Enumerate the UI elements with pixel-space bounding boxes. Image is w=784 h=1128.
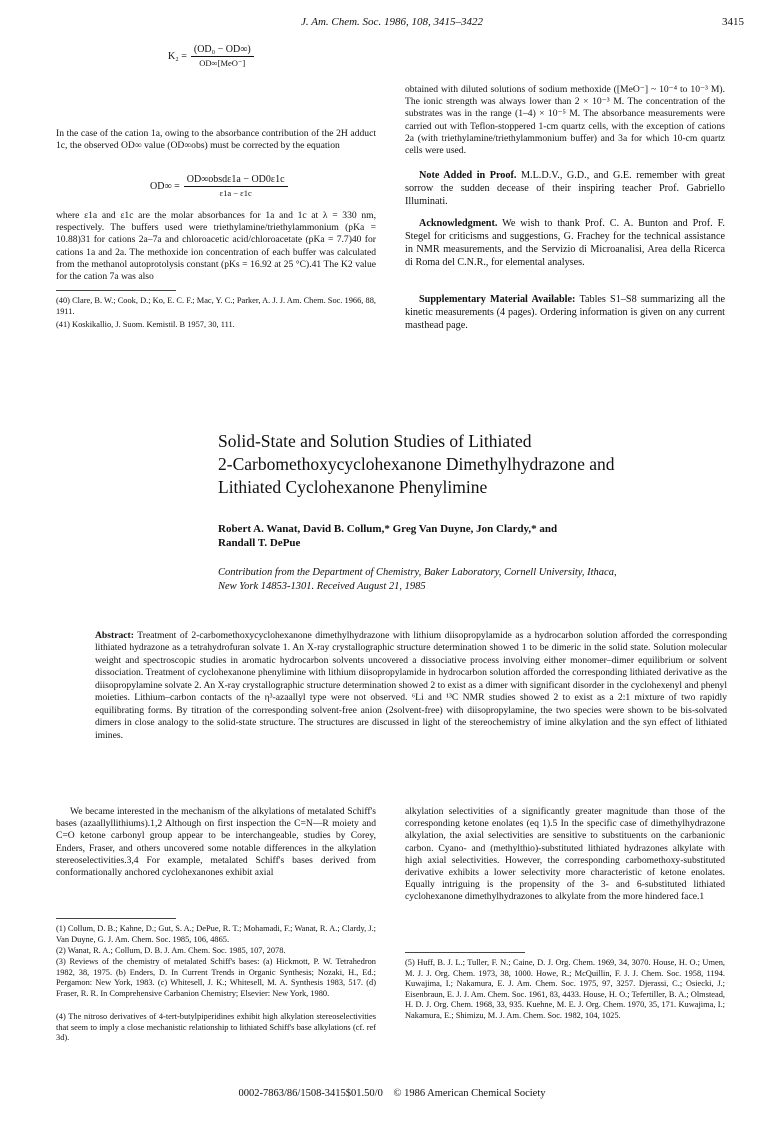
footnote-41: (41) Koskikallio, J. Suom. Kemistil. B 1957, 30, 111. <box>56 320 235 329</box>
equation-od-denominator: ε1a − ε1c <box>219 188 252 198</box>
abstract <box>95 630 727 742</box>
footnote-2: (2) Wanat, R. A.; Collum, D. B. J. Am. Chem. Soc. 1985, 107, 2078. <box>56 946 286 955</box>
article-title-line-2: 2-Carbomethoxycyclohexanone Dimethylhydrazone and <box>218 454 615 475</box>
abstract-text: Treatment of 2-carbomethoxycyclohexanone dimethylhydrazone with lithium diisopropylamide as a hydrocarbon solution afforded the corresponding lithiated hydrazone as a tetrahydrofuran solvate 1. An X-ray crystallographic structure determination showed 1 to be dimeric in the solid state. Solution molecular weight and spectroscopic studies in aromatic hydrocarbon solvents uncovered a dissociative process involving either monomer–dimer equilibrium or solvent dissociation. Treatment of cyclohexanone phenylimine with lithium diisopropylamide in hydrocarbon solution afforded the corresponding lithiated derivative as the diisopropylamine solvate 2. An X-ray crystallographic structure determination showed 2 to exist as a dimer with significant disorder in the cyclohexenyl and phenyl moieties. Lithium–carbon contacts of the η³-azaallyl type were not observed. ⁶Li and ¹³C NMR studies showed 2 to exist as a 2:1 mixture of two rapidly equilibrating forms. By titration of the corresponding solvent-free anion (2solvent-free) with diisopropylamine, the two species were shown to be bis-solvated dimers in close analogy to the solid-state structure. The structures are discussed in light of the stereochemistry of imine alkylation and the syn effect of lithiated imines. <box>95 630 727 741</box>
left-top-paragraph-1: In the case of the cation 1a, owing to the absorbance contribution of the 2H adduct 1c, the observed OD∞ value (OD∞obs) must be corrected by the equation <box>56 128 376 152</box>
footnote-rule-top-left <box>56 290 176 291</box>
footnote-40: (40) Clare, B. W.; Cook, D.; Ko, E. C. F.; Mac, Y. C.; Parker, A. J. J. Am. Chem. Soc. 1966, 88, 1911. <box>56 296 376 316</box>
equation-k2-numerator: (OD₀ − OD∞) <box>191 44 254 57</box>
left-top-paragraph-2: where ε1a and ε1c are the molar absorbances for 1a and 1c at λ = 330 nm, respectively. The buffers used were triethylamine/triethylammonium (pKa = 10.88)31 for cations 2a–7a and chloroacetic acid/chloroacetate (pKa = 7.7)40 for cations 1a and 2a. The methoxide ion concentration of each buffer was calculated from the methanol autoprotolysis constant (pKs = 16.92 at 25 °C).41 The K2 value for the cation 7a was also <box>56 210 376 282</box>
supplementary-label: Supplementary Material Available: <box>419 294 576 305</box>
page-footer <box>0 1088 784 1099</box>
acknowledgment <box>405 218 725 270</box>
abstract-label: Abstract: <box>95 630 134 641</box>
equation-od-fraction <box>184 174 288 198</box>
article-title-line-3: Lithiated Cyclohexanone Phenylimine <box>218 477 488 498</box>
body-left-paragraph: We became interested in the mechanism of the alkylations of metalated Schiff's bases (azaallyllithiums).1,2 Although on first inspection the C=N—R moiety and C=O ketone carbonyl group appear to be interchangeable, studies by Corey, Enders, Fraser, and others uncovered some notable differences in the alkylation stereoselectivities.3,4 For example, metalated Schiff's bases derived from conformationally anchored cyclohexanones exhibit axial <box>56 806 376 878</box>
equation-od-lhs: OD∞ = <box>150 180 180 192</box>
equation-k2-denominator: OD∞[MeO⁻] <box>199 58 246 68</box>
running-header: J. Am. Chem. Soc. 1986, 108, 3415–3422 <box>301 16 483 28</box>
footnote-4: (4) The nitroso derivatives of 4-tert-butylpiperidines exhibit high alkylation stereoselectivities that seem to imply a close mechanistic relationship to lithiated Schiff's base alkylations (cf. ref 3d). <box>56 1012 376 1042</box>
equation-k2-lhs: K₂ = <box>168 51 187 62</box>
right-top-paragraph-1: obtained with diluted solutions of sodium methoxide ([MeO⁻] ~ 10⁻⁴ to 10⁻³ M). The ionic strength was always lower than 2 × 10⁻³ M. The concentration of the substrates was in the range (1–4) × 10⁻⁵ M. The absorbance measurements were carried out with Teflon-stoppered 1-cm quartz cells, with the exception of cations 2a (with triethylamine/triethylammonium buffer) and 3a for which 10-cm quartz cells were used. <box>405 84 725 156</box>
contribution-affiliation <box>218 566 758 593</box>
authors-line-1: Robert A. Wanat, David B. Collum,* Greg Van Duyne, Jon Clardy,* and <box>218 523 558 535</box>
note-text: M.L.D.V., G.D., and G.E. remember with great sorrow the sudden decease of their inspiring teacher Prof. Gabriello Illuminati. <box>405 170 726 207</box>
equation-k2-fraction <box>191 44 254 69</box>
equation-od-correction <box>150 174 288 198</box>
article-authors <box>218 522 738 551</box>
page-number: 3415 <box>722 16 744 28</box>
footnote-rule-bottom-left <box>56 918 176 919</box>
footnote-3: (3) Reviews of the chemistry of metalated Schiff's bases: (a) Hickmott, P. W. Tetrahedron 1982, 38, 1975. (b) Enders, D. In Current Trends in Organic Synthesis; Nozaki, H., Ed.; Pergamon: New York, 1983. (c) Whitesell, J. K.; Whitesell, M. A. Synthesis 1983, 517. (d) Fraser, R. R. In Comprehensive Carbanion Chemistry; Elsevier: New York, 1980. <box>56 957 376 998</box>
note-label: Note Added in Proof. <box>419 170 517 181</box>
acknowledgment-label: Acknowledgment. <box>419 218 498 229</box>
acknowledgment-text: We wish to thank Prof. C. A. Bunton and Prof. F. Stegel for criticisms and suggestions, G. Frachey for the technical assistance in NMR measurements, and the Servizio di Microanalisi, Area della Ricerca di Roma del C.N.R., for elemental analyses. <box>405 218 725 268</box>
equation-od-numerator: OD∞obsdε1a − OD0ε1c <box>184 174 288 187</box>
footnote-rule-bottom-right <box>405 952 525 953</box>
note-added-in-proof <box>405 170 725 209</box>
body-right-paragraph: alkylation selectivities of a significantly greater magnitude than those of the corresponding ketone enolates (eq 1).5 In the specific case of dimethylhydrazone alkylation, the axial selectivities are sensitive to substituents on the carbanionic carbon. Cyano- and (methylthio)-substituted lithiated hydrazones alkylate with high axial selectivities. However, the corresponding carbomethoxy-substituted derivative exhibits a lower selectivity more characteristic of ketone enolates. Equally intriguing is the propensity of the 3- and 6-substituted lithiated cyclohexanone dimethylhydrazones to alkylate from the more hindered face.1 <box>405 806 725 903</box>
footnote-5: (5) Huff, B. J. L.; Tuller, F. N.; Caine, D. J. Org. Chem. 1969, 34, 3070. House, H. O.; Umen, M. J. J. Org. Chem. 1973, 38, 1000. Howe, R.; McQuillin, F. J. J. Chem. Soc. 1958, 1194. Kuwajima, I.; Nakamura, E. J. Am. Chem. Soc. 1975, 97, 3257. Djerassi, C.; Osiecki, J.; Eisenbraun, E. J. J. Am. Chem. Soc. 1961, 83, 4433. House, H. O.; Tefertiller, B. A.; Olmstead, H. D. J. Org. Chem. 1968, 33, 935. Kuehne, M. E. J. Org. Chem. 1970, 35, 171. Kuwajima, I.; Nakamura, E.; Shimizu, M. J. Am. Chem. Soc. 1982, 104, 1025. <box>405 958 725 1020</box>
article-title-line-1: Solid-State and Solution Studies of Lithiated <box>218 431 532 451</box>
authors-line-2: Randall T. DePue <box>218 537 301 550</box>
equation-k2 <box>168 44 254 69</box>
contribution-line-2: New York 14853-1301. Received August 21, 1985 <box>218 580 426 592</box>
footer-copyright: © 1986 American Chemical Society <box>393 1088 546 1099</box>
contribution-line-1: Contribution from the Department of Chemistry, Baker Laboratory, Cornell University, Ithaca, <box>218 567 617 578</box>
supplementary-material <box>405 294 725 333</box>
article-title <box>218 430 738 499</box>
supplementary-text: Tables S1–S8 summarizing all the kinetic measurements (4 pages). Ordering information is given on any current masthead page. <box>405 294 725 331</box>
footnote-1: (1) Collum, D. B.; Kahne, D.; Gut, S. A.; DePue, R. T.; Mohamadi, F.; Wanat, R. A.; Clardy, J.; Van Duyne, G. J. Am. Chem. Soc. 1985, 106, 4865. <box>56 924 376 944</box>
footer-code: 0002-7863/86/1508-3415$01.50/0 <box>238 1088 383 1099</box>
